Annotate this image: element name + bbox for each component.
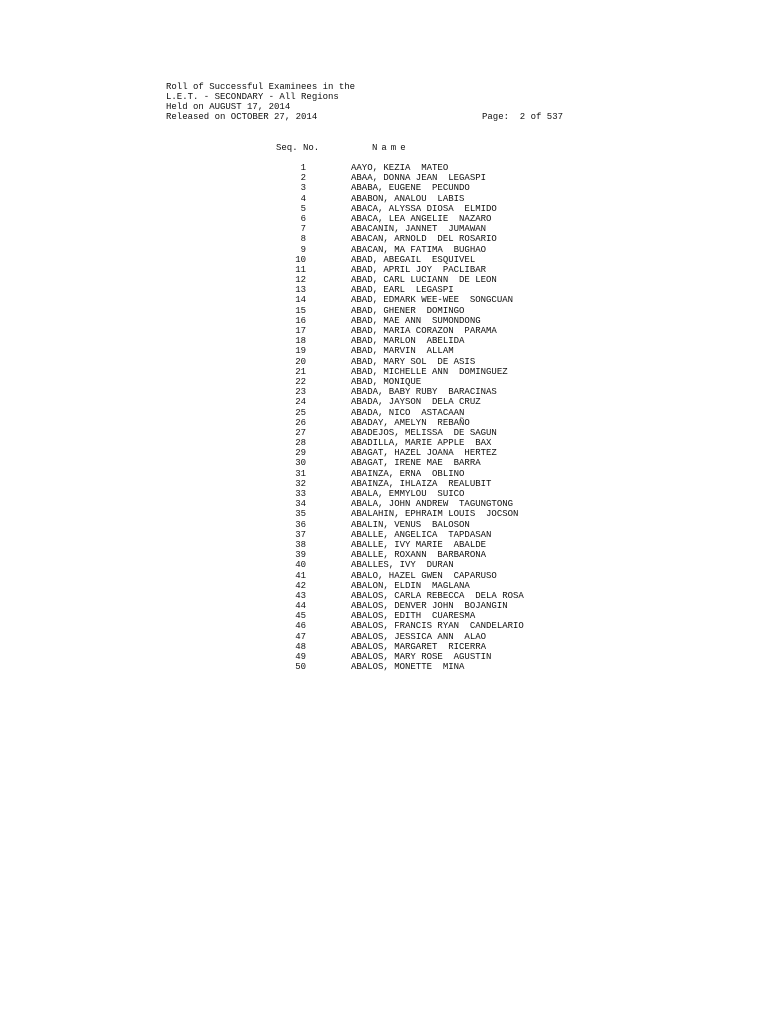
seq-number: 48 — [295, 641, 306, 652]
seq-number: 10 — [295, 254, 306, 265]
examinee-name: ABAD, APRIL JOY PACLIBAR — [351, 264, 487, 275]
examinee-name: ABAD, GHENER DOMINGO — [351, 305, 465, 316]
examinee-name: ABALOS, MARY ROSE AGUSTIN — [351, 652, 492, 662]
examinee-name: ABAD, MARIA CORAZON PARAMA — [351, 326, 497, 336]
seq-number: 17 — [295, 326, 306, 336]
list-item — [276, 652, 596, 662]
seq-number: 31 — [295, 468, 306, 479]
list-item — [276, 581, 596, 591]
seq-number: 44 — [295, 601, 306, 612]
seq-number: 13 — [295, 285, 306, 296]
seq-number: 27 — [295, 427, 306, 438]
seq-number: 42 — [295, 580, 306, 591]
seq-number: 37 — [295, 529, 306, 540]
seq-number: 39 — [295, 550, 306, 561]
list-item — [276, 408, 596, 418]
seq-number: 28 — [295, 438, 306, 449]
list-item — [276, 438, 596, 448]
seq-number: 50 — [295, 662, 306, 673]
list-item — [276, 632, 596, 642]
list-item — [276, 509, 596, 519]
examinee-name: ABACAN, ARNOLD DEL ROSARIO — [351, 234, 497, 245]
list-item — [276, 336, 596, 346]
seq-number: 46 — [295, 621, 306, 632]
list-item — [276, 346, 596, 356]
examinee-name: ABALOS, MARGARET RICERRA — [351, 641, 487, 652]
list-item — [276, 265, 596, 275]
seq-number: 45 — [295, 611, 306, 622]
examinee-name: ABACAN, MA FATIMA BUGHAO — [351, 244, 487, 255]
list-item — [276, 560, 596, 570]
seq-number: 1 — [300, 163, 306, 173]
seq-number: 38 — [295, 539, 306, 550]
list-item — [276, 479, 596, 489]
examinee-name: ABAD, MARLON ABELIDA — [351, 336, 465, 347]
examinee-name: ABACANIN, JANNET JUMAWAN — [351, 224, 487, 235]
list-item — [276, 642, 596, 652]
list-item — [276, 530, 596, 540]
list-item — [276, 245, 596, 255]
list-item — [276, 357, 596, 367]
seq-number: 12 — [295, 275, 306, 286]
list-item — [276, 214, 596, 224]
header-exam-line: L.E.T. - SECONDARY - All Regions — [166, 92, 339, 102]
list-item — [276, 173, 596, 183]
list-item — [276, 397, 596, 407]
examinee-name: ABAD, MONIQUE — [351, 376, 422, 387]
seq-number: 40 — [295, 560, 306, 571]
list-item — [276, 367, 596, 377]
examinee-name: ABALO, HAZEL GWEN CAPARUSO — [351, 570, 497, 581]
examinee-name: ABALOS, DENVER JOHN BOJANGIN — [351, 601, 508, 612]
examinee-name: ABALOS, FRANCIS RYAN CANDELARIO — [351, 621, 524, 632]
list-item — [276, 387, 596, 397]
examinee-name: ABADILLA, MARIE APPLE BAX — [351, 438, 492, 449]
seq-number: 4 — [300, 193, 306, 204]
seq-number: 49 — [295, 652, 306, 662]
seq-number: 19 — [295, 346, 306, 357]
list-item — [276, 611, 596, 621]
examinee-name: ABALLE, IVY MARIE ABALDE — [351, 539, 487, 550]
header-held-line: Held on AUGUST 17, 2014 — [166, 102, 291, 112]
seq-number: 20 — [295, 356, 306, 367]
examinee-name: ABAINZA, ERNA OBLINO — [351, 468, 465, 479]
list-item — [276, 234, 596, 244]
page-number: Page: 2 of 537 — [482, 112, 564, 122]
list-item — [276, 285, 596, 295]
list-item — [276, 550, 596, 560]
list-item — [276, 275, 596, 285]
examinee-name: ABALOS, JESSICA ANN ALAO — [351, 631, 487, 642]
document-header — [166, 82, 586, 122]
examinee-name: ABAD, CARL LUCIANN DE LEON — [351, 275, 497, 286]
examinee-name: ABABA, EUGENE PECUNDO — [351, 183, 470, 194]
list-item — [276, 458, 596, 468]
examinee-name: ABALON, ELDIN MAGLANA — [351, 580, 470, 591]
list-item — [276, 591, 596, 601]
examinee-name: ABABON, ANALOU LABIS — [351, 193, 465, 204]
list-item — [276, 183, 596, 193]
header-title-line: Roll of Successful Examinees in the — [166, 82, 356, 92]
seq-number: 9 — [300, 244, 306, 255]
list-item — [276, 621, 596, 631]
list-item — [276, 448, 596, 458]
column-headers — [276, 143, 576, 153]
examinee-name: ABADA, NICO ASTACAAN — [351, 407, 465, 418]
examinee-name: ABALIN, VENUS BALOSON — [351, 519, 470, 530]
seq-number: 11 — [295, 264, 306, 275]
examinee-name: ABALOS, EDITH CUARESMA — [351, 611, 476, 622]
seq-number: 15 — [295, 305, 306, 316]
list-item — [276, 469, 596, 479]
list-item — [276, 601, 596, 611]
list-item — [276, 316, 596, 326]
list-item — [276, 224, 596, 234]
seq-number: 16 — [295, 315, 306, 326]
seq-number: 47 — [295, 631, 306, 642]
name-column-header: Name — [372, 143, 410, 153]
seq-number: 25 — [295, 407, 306, 418]
list-item — [276, 489, 596, 499]
examinee-name: ABALLE, ANGELICA TAPDASAN — [351, 529, 492, 540]
examinee-name: ABALOS, MONETTE MINA — [351, 662, 465, 673]
examinee-name: ABAD, MARVIN ALLAM — [351, 346, 454, 357]
seq-number: 8 — [300, 234, 306, 245]
list-item — [276, 418, 596, 428]
list-item — [276, 662, 596, 672]
examinee-name: ABAINZA, IHLAIZA REALUBIT — [351, 478, 492, 489]
list-item — [276, 255, 596, 265]
examinee-name: ABADEJOS, MELISSA DE SAGUN — [351, 427, 497, 438]
list-item — [276, 377, 596, 387]
examinee-name: ABADA, BABY RUBY BARACINAS — [351, 387, 497, 398]
examinee-name: ABAD, MICHELLE ANN DOMINGUEZ — [351, 366, 508, 377]
seq-number: 24 — [295, 397, 306, 408]
examinee-name: ABAD, EARL LEGASPI — [351, 285, 454, 296]
seq-column-header: Seq. No. — [276, 143, 320, 153]
list-item — [276, 163, 596, 173]
seq-number: 34 — [295, 499, 306, 510]
examinee-name: ABALLE, ROXANN BARBARONA — [351, 550, 487, 561]
seq-number: 5 — [300, 203, 306, 214]
list-item — [276, 540, 596, 550]
seq-number: 7 — [300, 224, 306, 235]
examinee-list — [276, 163, 596, 672]
seq-number: 30 — [295, 458, 306, 469]
seq-number: 33 — [295, 489, 306, 499]
seq-number: 6 — [300, 213, 306, 224]
list-item — [276, 499, 596, 509]
examinee-name: ABACA, ALYSSA DIOSA ELMIDO — [351, 203, 497, 214]
examinee-name: ABALAHIN, EPHRAIM LOUIS JOCSON — [351, 509, 519, 520]
examinee-name: ABAD, ABEGAIL ESQUIVEL — [351, 254, 476, 265]
seq-number: 26 — [295, 417, 306, 428]
list-item — [276, 571, 596, 581]
examinee-name: ABACA, LEA ANGELIE NAZARO — [351, 213, 492, 224]
seq-number: 3 — [300, 183, 306, 194]
examinee-name: ABAGAT, HAZEL JOANA HERTEZ — [351, 448, 497, 459]
list-item — [276, 520, 596, 530]
seq-number: 18 — [295, 336, 306, 347]
examinee-name: ABADA, JAYSON DELA CRUZ — [351, 397, 481, 408]
seq-number: 14 — [295, 295, 306, 306]
examinee-name: ABAD, MARY SOL DE ASIS — [351, 356, 476, 367]
seq-number: 35 — [295, 509, 306, 520]
examinee-name: ABAD, MAE ANN SUMONDONG — [351, 315, 481, 326]
list-item — [276, 326, 596, 336]
list-item — [276, 295, 596, 305]
seq-number: 29 — [295, 448, 306, 459]
examinee-name: ABALLES, IVY DURAN — [351, 560, 454, 571]
seq-number: 23 — [295, 387, 306, 398]
examinee-name: ABAA, DONNA JEAN LEGASPI — [351, 173, 487, 184]
examinee-name: ABAGAT, IRENE MAE BARRA — [351, 458, 481, 469]
seq-number: 41 — [295, 570, 306, 581]
examinee-name: AAYO, KEZIA MATEO — [351, 163, 449, 173]
examinee-name: ABALA, JOHN ANDREW TAGUNGTONG — [351, 499, 514, 510]
header-released-line: Released on OCTOBER 27, 2014 — [166, 112, 318, 122]
seq-number: 2 — [300, 173, 306, 184]
seq-number: 43 — [295, 590, 306, 601]
seq-number: 36 — [295, 519, 306, 530]
list-item — [276, 428, 596, 438]
list-item — [276, 194, 596, 204]
seq-number: 32 — [295, 478, 306, 489]
examinee-name: ABAD, EDMARK WEE-WEE SONGCUAN — [351, 295, 514, 306]
examinee-name: ABALOS, CARLA REBECCA DELA ROSA — [351, 590, 524, 601]
seq-number: 21 — [295, 366, 306, 377]
list-item — [276, 306, 596, 316]
examinee-name: ABADAY, AMELYN REBAÑO — [351, 417, 470, 428]
seq-number: 22 — [295, 376, 306, 387]
list-item — [276, 204, 596, 214]
examinee-name: ABALA, EMMYLOU SUICO — [351, 489, 465, 499]
